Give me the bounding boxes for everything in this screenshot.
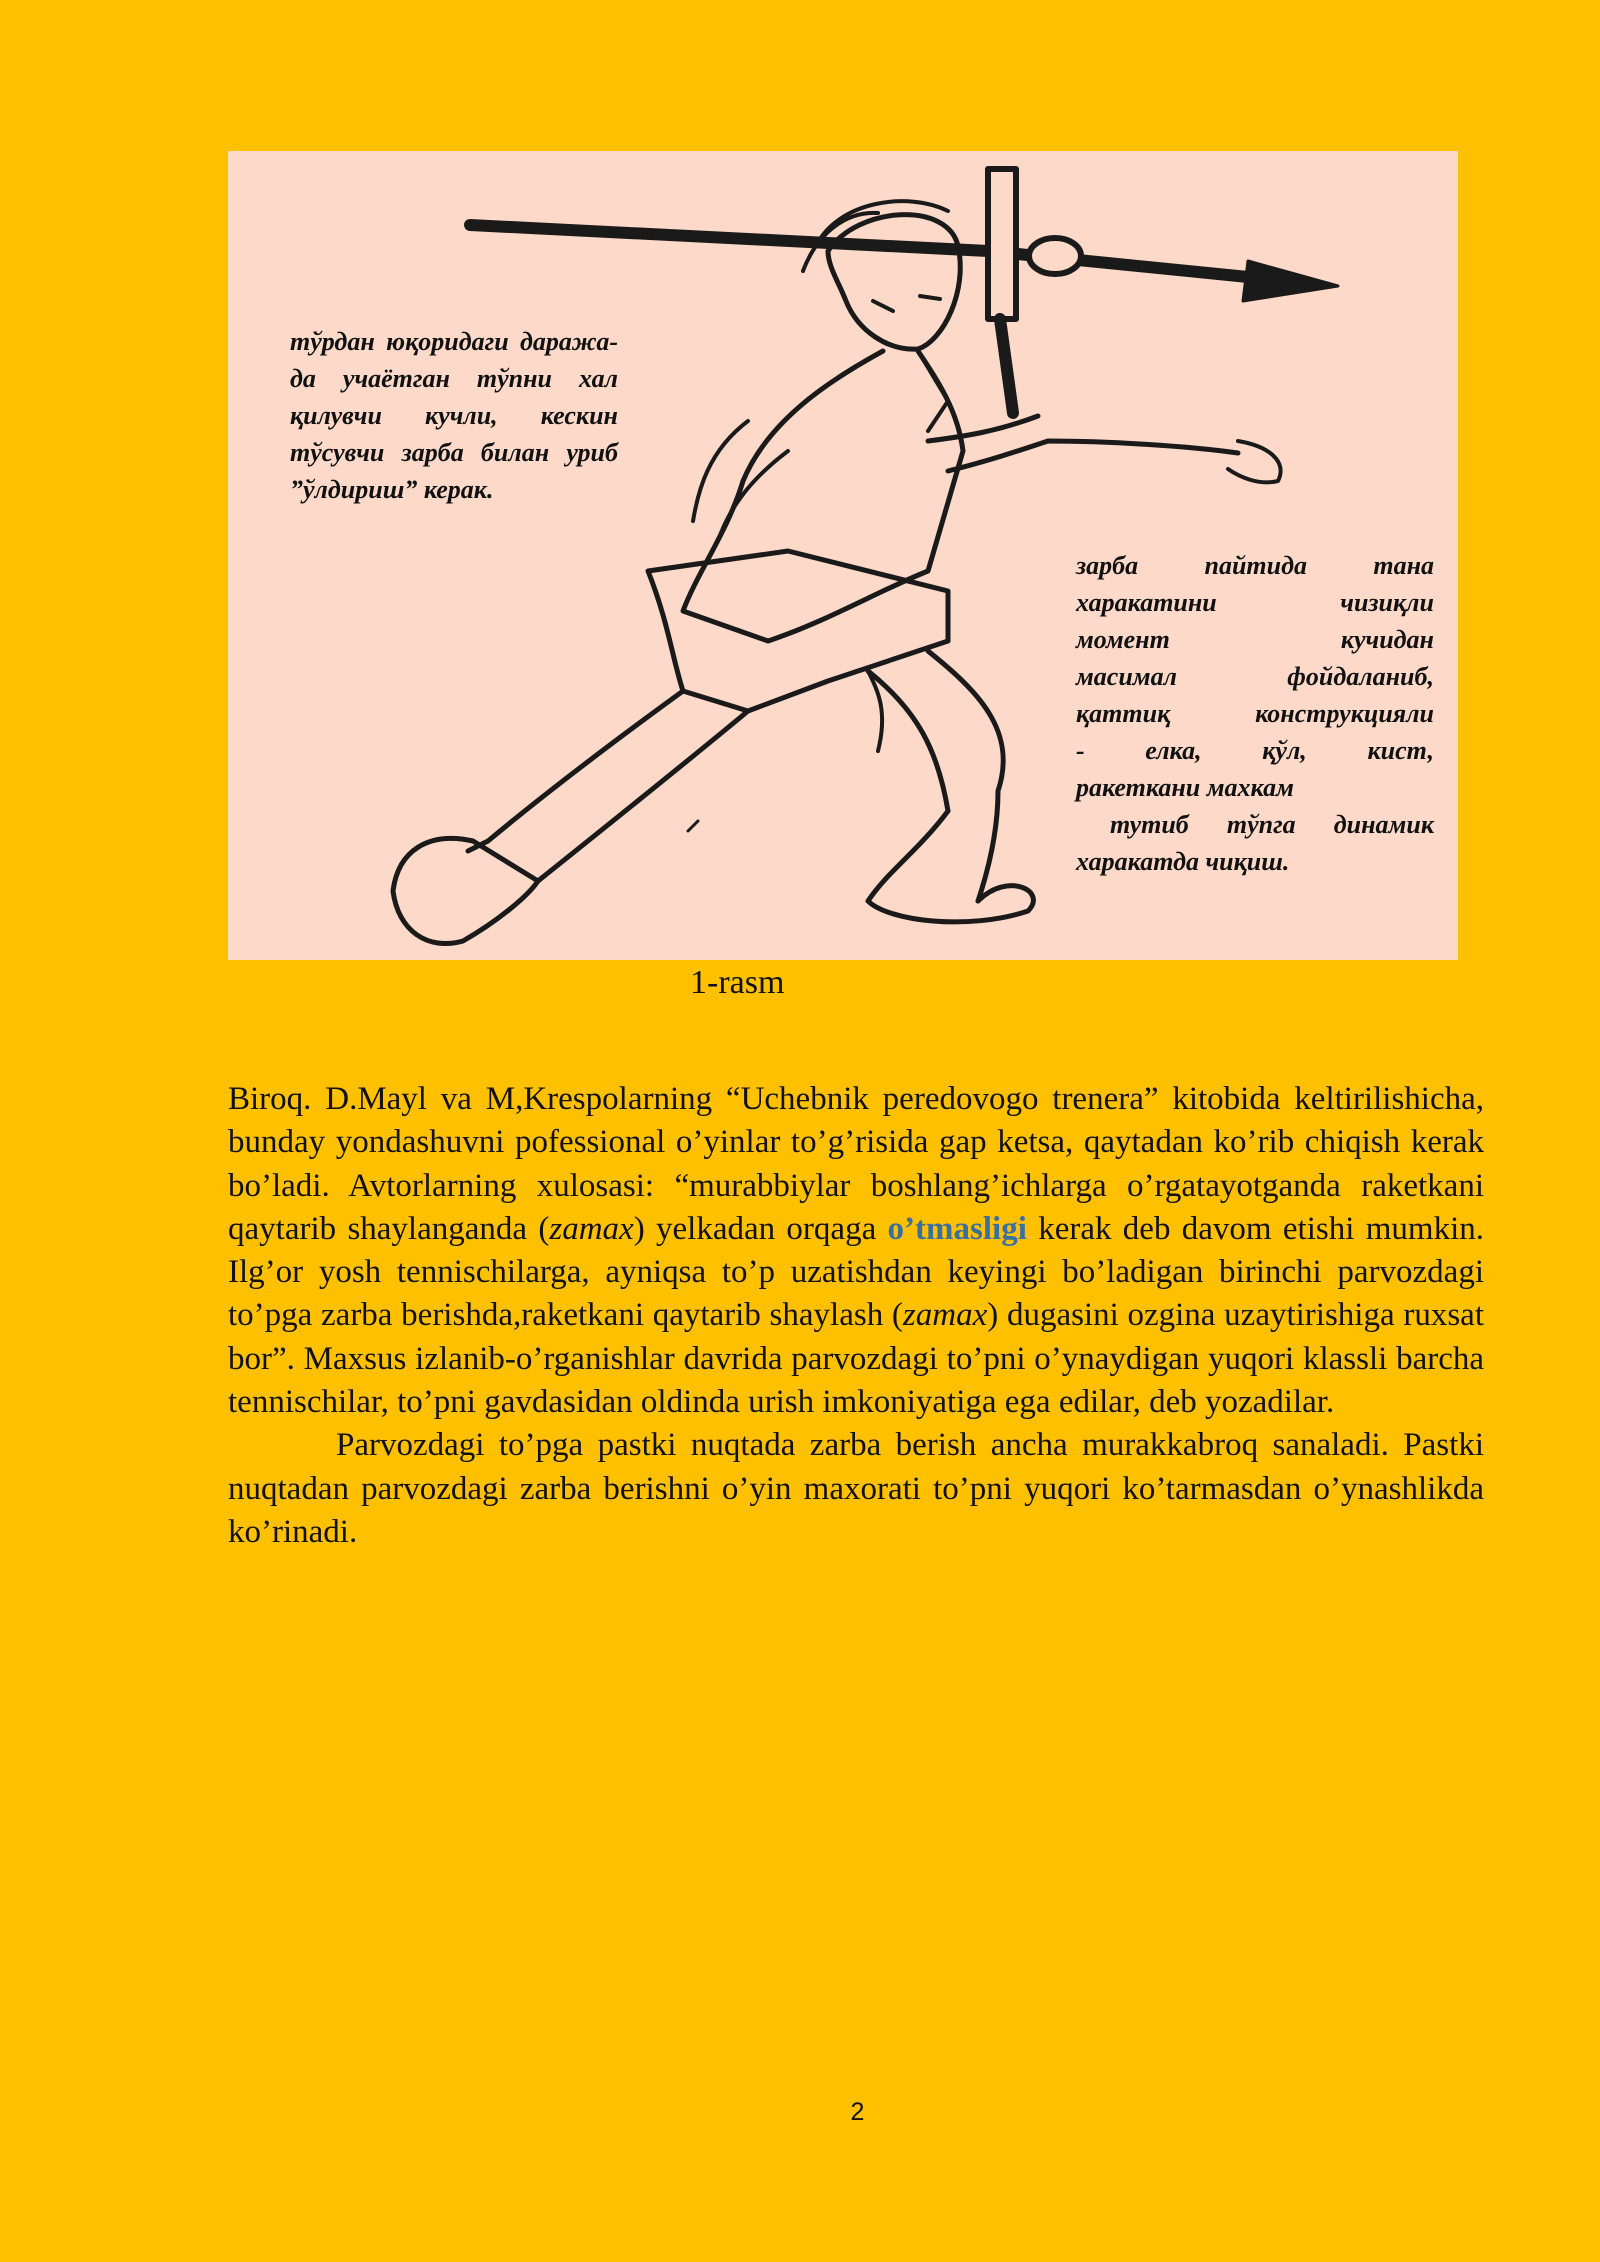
player-head bbox=[828, 215, 960, 349]
body-text bbox=[228, 1078, 1484, 1554]
back-shoe bbox=[393, 838, 538, 943]
paragraph-1-text-b: ) yelkadan orqaga bbox=[633, 1210, 888, 1247]
paragraph-1-text-a: Biroq. D.Mayl va M,Krespolarning “Uchebnik peredovogo trenera” kitobida keltirilishicha, bunday yondashuvni pofessional o’yinlar to’g’risida gap ketsa, qaytadan ko’rib chiqish kerak bo’ladi. Avtorlarning xulosasi: “murabbiylar boshlang’ichlarga o’rgatayotganda raketkani qaytarib shaylanganda ( bbox=[228, 1081, 1484, 1247]
figure-label-right-line: - елка, қўл, кист, bbox=[1076, 736, 1434, 765]
tennis-figure bbox=[228, 151, 1458, 960]
ball-icon bbox=[1029, 238, 1081, 274]
front-shoe bbox=[868, 811, 1033, 922]
paragraph-2: Parvozdagi to’pga pastki nuqtada zarba berish ancha murakkabroq sanaladi. Pastki nuqtadan parvozdagi zarba berishni o’yin maxorati to’pni yuqori ko’tarmasdan o’ynashlikda ko’rinadi. bbox=[228, 1427, 1484, 1550]
trajectory-arrow bbox=[470, 225, 1288, 281]
figure-label-right-line: масимал фойдаланиб, bbox=[1076, 662, 1434, 691]
figure-caption: 1-rasm bbox=[690, 964, 785, 1001]
figure-label-right-line: ракеткани махкам bbox=[1076, 773, 1294, 802]
arrow-head bbox=[1243, 261, 1338, 301]
figure-label-left: тўрдан юқоридаги даражада учаётган тўпни хал қилувчи кучли, кескин тўсувчи зарба билан уриб ”ўлдириш” керак. bbox=[290, 327, 618, 504]
figure-label-right-line: харакатда чиқиш. bbox=[1076, 847, 1290, 876]
paragraph-1 bbox=[228, 1078, 1484, 1424]
page-number: 2 bbox=[850, 2098, 865, 2126]
paragraph-1-text-c: kerak deb davom etishi mumkin. Ilg’or yosh tennischilarga, ayniqsa to’p uzatishdan keyingi bo’ladigan birinchi parvozdagi to’pga zarba berishda,raketkani qaytarib shaylash ( bbox=[228, 1210, 1484, 1334]
player-leg-back bbox=[468, 691, 748, 881]
figure-label-right-line: зарба пайтида тана bbox=[1076, 551, 1434, 580]
player-torso bbox=[683, 351, 963, 641]
term-zamax: zamax bbox=[902, 1297, 988, 1334]
figure-label-right-line: харакатини чизиқли bbox=[1076, 588, 1434, 617]
figure-label-right-line: тутиб тўпга динамик bbox=[1110, 810, 1434, 839]
figure-label-right bbox=[1076, 547, 1434, 880]
highlighted-word: o’tmasligi bbox=[887, 1210, 1027, 1247]
player-leg-front bbox=[868, 651, 1003, 901]
racket bbox=[988, 169, 1016, 319]
player-arm-right bbox=[928, 416, 1238, 471]
figure-label-right-line: қаттиқ конструкцияли bbox=[1076, 699, 1434, 728]
term-zamax: zamax bbox=[549, 1210, 634, 1247]
figure-label-right-line: момент кучидан bbox=[1076, 625, 1434, 654]
paragraph-1-text-d: ) dugasini ozgina uzaytirishiga ruxsat bor”. Maxsus izlanib-o’rganishlar davrida parvozdagi to’pni o’ynaydigan yuqori klassli barcha tennischilar, to’pni gavdasidan oldinda urish imkoniyatiga ega edilar, deb yozadilar. bbox=[228, 1297, 1484, 1421]
